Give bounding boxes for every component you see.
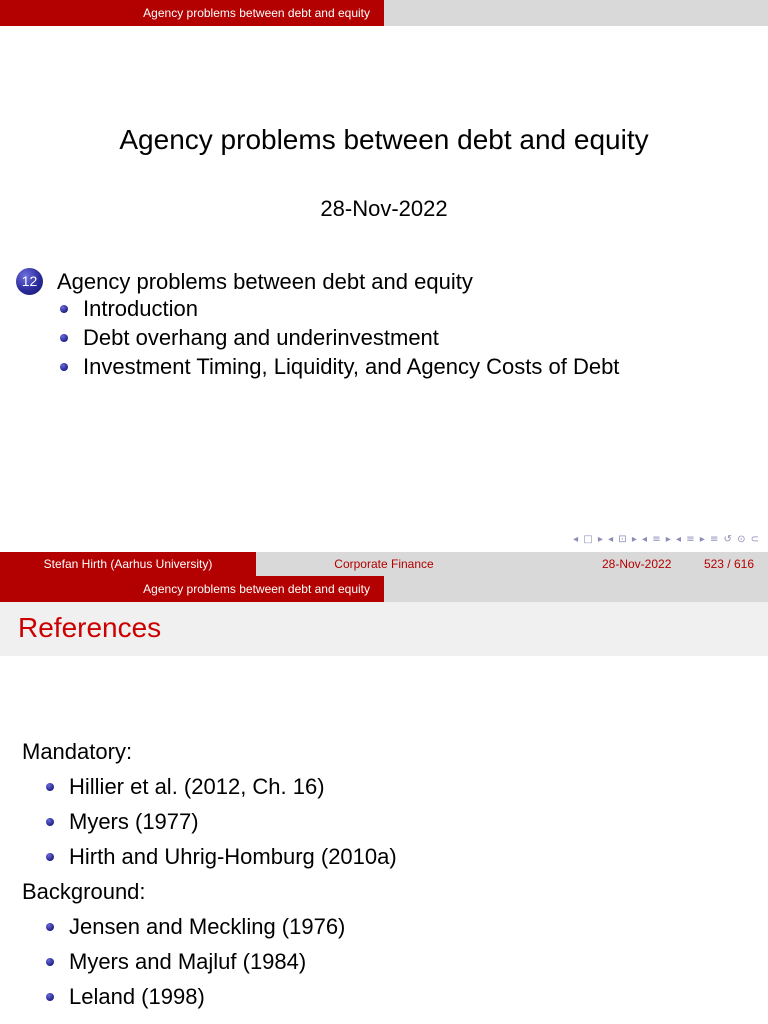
- headline-section-label: Agency problems between debt and equity: [0, 576, 384, 602]
- footer-author: Stefan Hirth (Aarhus University): [0, 552, 256, 576]
- footer-course: Corporate Finance: [256, 552, 512, 576]
- slide-references: [0, 576, 768, 1024]
- headline-bar: [0, 576, 768, 602]
- section-title-heading: Agency problems between debt and equity: [119, 124, 649, 155]
- bullet-icon: [46, 783, 54, 791]
- reference-item: Jensen and Meckling (1976): [69, 914, 346, 939]
- bullet-icon: [46, 923, 54, 931]
- section-date: 28-Nov-2022: [320, 196, 448, 221]
- bullet-icon: [46, 993, 54, 1001]
- reference-item: Hirth and Uhrig-Homburg (2010a): [69, 844, 397, 869]
- toc-subsection[interactable]: Debt overhang and underinvestment: [83, 325, 439, 350]
- reference-item: Leland (1998): [69, 984, 205, 1009]
- toc-section-title[interactable]: Agency problems between debt and equity: [57, 269, 473, 294]
- mandatory-label: Mandatory:: [22, 739, 133, 764]
- bullet-icon: [60, 334, 68, 342]
- footline: [0, 552, 768, 576]
- toc-subsection[interactable]: Introduction: [83, 296, 198, 321]
- headline-bar: [0, 0, 768, 26]
- headline-section-label: Agency problems between debt and equity: [0, 0, 384, 26]
- beamer-navigation-icons[interactable]: ◂ □ ▸ ◂ ⊡ ▸ ◂ ≡ ▸ ◂ ≡ ▸ ≡ ↺ ⊙ ⊂: [573, 534, 760, 545]
- bullet-icon: [60, 305, 68, 313]
- footer-date: 28-Nov-2022: [602, 557, 672, 571]
- bullet-icon: [46, 818, 54, 826]
- background-label: Background:: [22, 879, 146, 904]
- toc-subsection[interactable]: Investment Timing, Liquidity, and Agency Costs of Debt: [83, 354, 620, 379]
- footer-page-number: 523 / 616: [703, 557, 754, 571]
- frame-title: References: [18, 612, 162, 643]
- frame-title-bar: [0, 602, 768, 656]
- footer-date-page: [512, 552, 768, 576]
- bullet-icon: [60, 363, 68, 371]
- bullet-icon: [46, 958, 54, 966]
- reference-item: Myers (1977): [69, 809, 199, 834]
- section-number-badge: 12: [16, 268, 43, 295]
- reference-item: Myers and Majluf (1984): [69, 949, 307, 974]
- reference-item: Hillier et al. (2012, Ch. 16): [69, 774, 325, 799]
- bullet-icon: [46, 853, 54, 861]
